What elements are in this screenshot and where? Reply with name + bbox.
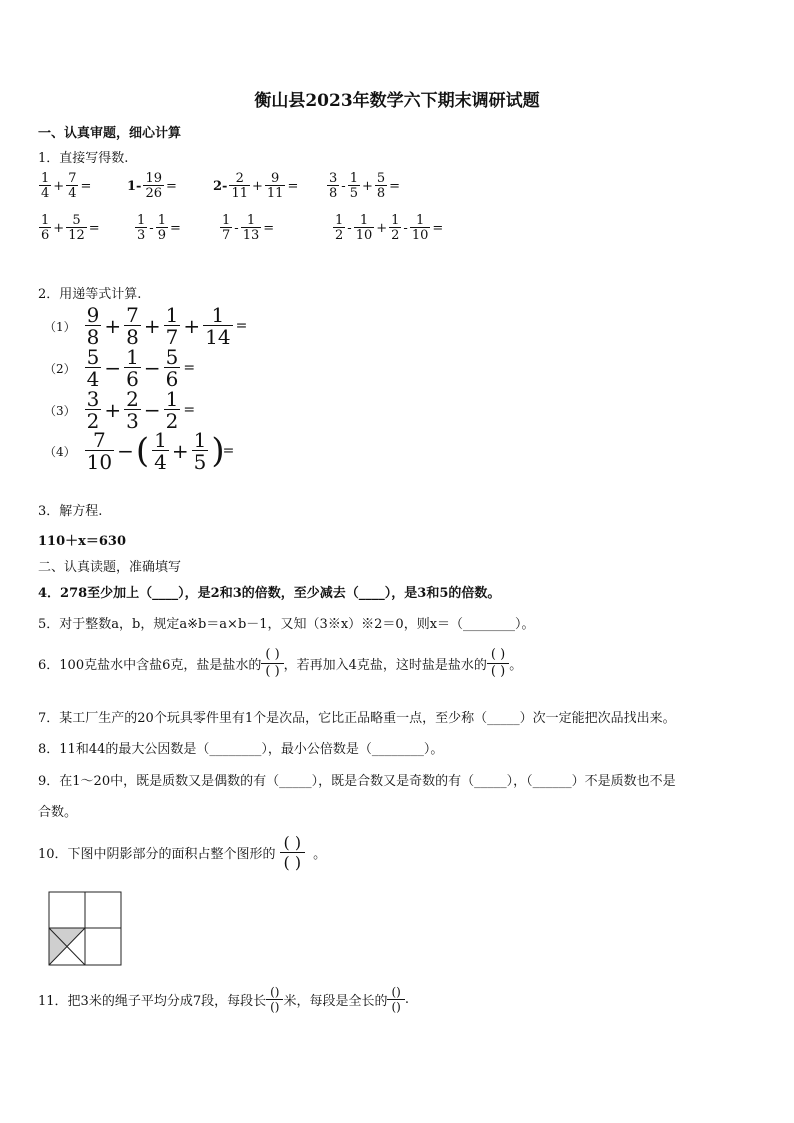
q8-text: 8．11和44的最大公因数是（________），最小公倍数是（________）。 — [38, 742, 444, 757]
q9-text-line1: 9．在1～20中，既是质数又是偶数的有（_____），既是合数又是奇数的有（_____），（______）不是质数也不是 — [38, 774, 676, 789]
section-2-heading: 二、认真读题，准确填写 — [38, 560, 182, 575]
q2-expr-3: （3） $\frac{3}{2}$ + $\frac{2}{3}$ − $\frac{1}{2}$ = — [44, 387, 196, 433]
q11-blank-fraction-2[interactable]: $\frac{()}{()}$ — [387, 985, 404, 1015]
q4-text: 4．278至少加上（____），是2和3的倍数，至少减去（____），是3和5的倍数。 — [38, 586, 501, 601]
q1-r2-d: $\frac{1}{2}$ - $\frac{1}{10}$ + $\frac{1}{2}$ - $\frac{1}{10}$ = — [335, 213, 444, 243]
q2-expr-4: （4） $\frac{7}{10}$ − ( $\frac{1}{4}$ + $\frac{1}{5}$ ) = — [44, 428, 235, 474]
q6-blank-fraction-2[interactable]: $\frac{( )}{( )}$ — [487, 647, 509, 679]
q1-r1-b: 1- $\frac{19}{26}$ = — [127, 171, 177, 201]
q1-label: 1．直接写得数. — [38, 151, 129, 166]
q2-expr-1: （1） $\frac{9}{8}$ + $\frac{7}{8}$ + $\frac{1}{7}$ + $\frac{1}{14}$ = — [44, 303, 248, 349]
q1-r2-a: $\frac{1}{6}$ + $\frac{5}{12}$ = — [41, 213, 100, 243]
q1-r1-d: $\frac{3}{8}$ - $\frac{1}{5}$ + $\frac{5}{8}$ = — [329, 171, 401, 201]
q10-text: 10．下图中阴影部分的面积占整个图形的 $\frac{( )}{( )}$ 。 — [38, 833, 327, 873]
q6-blank-fraction-1[interactable]: $\frac{( )}{( )}$ — [261, 647, 283, 679]
q2-expr-2: （2） $\frac{5}{4}$ − $\frac{1}{6}$ − $\frac{5}{6}$ = — [44, 345, 196, 391]
q2-label: 2．用递等式计算. — [38, 287, 142, 302]
q1-r2-b: $\frac{1}{3}$ - $\frac{1}{9}$ = — [137, 213, 181, 243]
section-1-heading: 一、认真审题，细心计算 — [38, 126, 182, 141]
q10-blank-fraction[interactable]: $\frac{( )}{( )}$ — [280, 833, 306, 872]
q3-equation: 110＋x＝630 — [38, 534, 127, 549]
page-title: 衡山县2023年数学六下期末调研试题 — [254, 91, 540, 111]
q10-grid-figure — [48, 891, 122, 966]
q6-text: 6．100克盐水中含盐6克，盐是盐水的 $\frac{( )}{( )}$ ，若再加入4克盐，这时盐是盐水的 $\frac{( )}{( )}$ 。 — [38, 647, 523, 679]
q9-text-line2: 合数。 — [38, 805, 78, 820]
q1-r1-a: $\frac{1}{4}$ + $\frac{7}{4}$ = — [41, 171, 92, 201]
q5-text: 5．对于整数a，b，规定a※b＝a×b－1，又知（3※x）※2＝0，则x＝（________）。 — [38, 617, 535, 632]
q3-label: 3．解方程. — [38, 504, 103, 519]
q11-blank-fraction-1[interactable]: $\frac{()}{()}$ — [266, 985, 283, 1015]
q7-text: 7．某工厂生产的20个玩具零件里有1个是次品，它比正品略重一点，至少称（_____）次一定能把次品找出来。 — [38, 711, 676, 726]
q11-text: 11．把3米的绳子平均分成7段，每段长 $\frac{()}{()}$ 米，每段是全长的 $\frac{()}{()}$ . — [38, 985, 409, 1015]
q1-r2-c: $\frac{1}{7}$ - $\frac{1}{13}$ = — [222, 213, 275, 243]
q1-r1-c: 2- $\frac{2}{11}$ + $\frac{9}{11}$ = — [213, 171, 299, 201]
